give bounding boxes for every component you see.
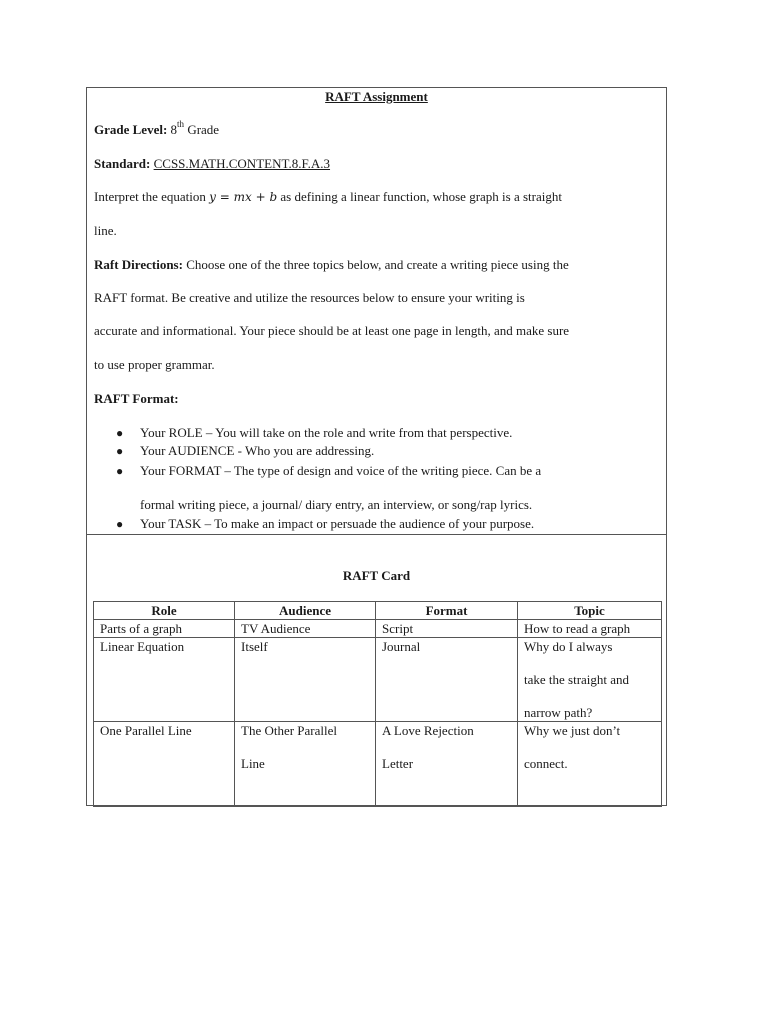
cell-text: Itself — [241, 639, 268, 654]
header-audience: Audience — [235, 602, 376, 620]
table-row — [94, 722, 662, 807]
cell-text: Parts of a graph — [100, 621, 182, 636]
cell-format — [376, 638, 518, 722]
cell-format — [376, 620, 518, 638]
grade-level-num: 8 — [170, 122, 178, 137]
standard-label: Standard: — [94, 156, 151, 171]
interpret-after: as defining a linear function, whose graph is a straight — [280, 189, 562, 204]
directions-text-1: Choose one of the three topics below, and create a writing piece using the — [186, 257, 569, 272]
cell-text: Journal — [382, 639, 421, 654]
header-role: Role — [94, 602, 235, 620]
equation: y = mx + b — [209, 190, 278, 204]
cell-role — [94, 638, 235, 722]
table-header-row — [94, 602, 662, 620]
bullet-task: Your TASK – To make an impact or persuade the audience of your purpose. — [140, 516, 535, 531]
cell-text: Linear Equation — [100, 639, 185, 654]
interpret-before: Interpret the equation — [94, 189, 206, 204]
cell-text: One Parallel Line — [100, 723, 192, 738]
assignment-title: RAFT Assignment — [325, 89, 428, 104]
bullet-format-cont: formal writing piece, a journal/ diary entry, an interview, or song/rap lyrics. — [140, 497, 533, 512]
cell-text: A Love Rejection — [382, 723, 474, 738]
format-label: RAFT Format: — [94, 391, 179, 406]
cell-audience — [235, 620, 376, 638]
cell-text: The Other Parallel — [241, 723, 338, 738]
directions-line-4: to use proper grammar. — [94, 357, 215, 372]
cell-text: Line — [241, 756, 265, 771]
grade-level — [94, 119, 220, 138]
cell-text: TV Audience — [241, 621, 311, 636]
section-divider — [86, 534, 667, 535]
table-row — [94, 620, 662, 638]
interpret-line-2: line. — [94, 223, 117, 238]
line-gap — [524, 739, 655, 755]
line-gap — [524, 688, 655, 704]
grade-level-label: Grade Level: — [94, 122, 168, 137]
standard — [94, 156, 330, 172]
directions-label: Raft Directions: — [94, 257, 183, 272]
cell-text: Script — [382, 621, 414, 636]
bullet-icon: ● — [116, 517, 124, 531]
cell-text: Why we just don’t — [524, 723, 621, 738]
header-format: Format — [376, 602, 518, 620]
cell-text: narrow path? — [524, 705, 593, 720]
bullet-icon: ● — [116, 464, 124, 478]
cell-text: take the straight and — [524, 672, 630, 687]
cell-audience — [235, 638, 376, 722]
bullet-icon: ● — [116, 444, 124, 458]
cell-text: connect. — [524, 756, 568, 771]
cell-text: Why do I always — [524, 639, 613, 654]
cell-text: Letter — [382, 756, 414, 771]
cell-audience — [235, 722, 376, 807]
directions-line-2: RAFT format. Be creative and utilize the resources below to ensure your writing is — [94, 290, 525, 305]
line-gap — [241, 739, 369, 755]
standard-link[interactable]: CCSS.MATH.CONTENT.8.F.A.3 — [153, 156, 331, 171]
cell-role — [94, 620, 235, 638]
cell-topic — [518, 722, 662, 807]
line-gap — [524, 655, 655, 671]
raft-card-title: RAFT Card — [342, 568, 411, 583]
cell-format — [376, 722, 518, 807]
directions-line-1 — [94, 257, 569, 273]
grade-level-word: Grade — [187, 122, 220, 137]
bullet-role: Your ROLE – You will take on the role and write from that perspective. — [140, 425, 513, 440]
bullet-icon: ● — [116, 426, 124, 440]
table-row — [94, 638, 662, 722]
cell-text: How to read a graph — [524, 621, 631, 636]
cell-topic — [518, 620, 662, 638]
line-gap — [382, 739, 511, 755]
cell-topic — [518, 638, 662, 722]
directions-line-3: accurate and informational. Your piece should be at least one page in length, and make sure — [94, 323, 570, 338]
header-topic: Topic — [518, 602, 662, 620]
grade-level-sup: th — [177, 119, 185, 129]
cell-role — [94, 722, 235, 807]
interpret-line-1 — [94, 189, 562, 205]
raft-card-table — [93, 601, 662, 807]
bullet-format: Your FORMAT – The type of design and voice of the writing piece. Can be a — [140, 463, 542, 478]
bullet-audience: Your AUDIENCE - Who you are addressing. — [140, 443, 375, 458]
